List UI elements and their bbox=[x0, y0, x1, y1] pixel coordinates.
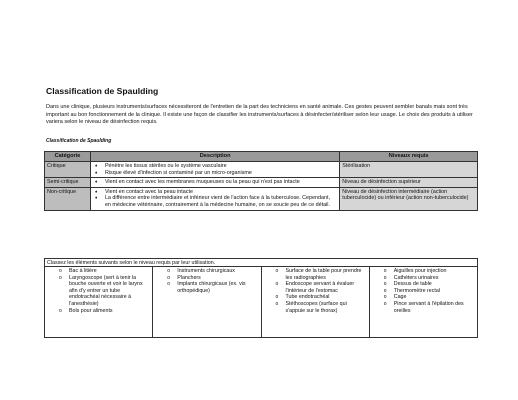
description-item: ♦ Vient en contact avec les membranes muqueuses ou la peau qui n'est pas intacte bbox=[93, 179, 337, 186]
page-title: Classification de Spaulding bbox=[46, 86, 159, 96]
exercise-column-4 bbox=[370, 267, 477, 338]
table-row bbox=[45, 187, 478, 210]
list-item: o Surface de la table pour prendre les radiographies bbox=[264, 268, 367, 281]
list-item: o Planchers bbox=[155, 275, 258, 282]
list-item: o Endoscope servant à évaluer l'intérieur de l'estomac bbox=[264, 281, 367, 294]
list-item: o Tube endotrachéal bbox=[264, 294, 367, 301]
list-item: o Cathéters urinaires bbox=[372, 275, 475, 282]
list-item: o Pince servant à l'épilation des oreilles bbox=[372, 301, 475, 314]
description-item: ♦ Risque élevé d'infection si contaminé par un micro-organisme bbox=[93, 170, 337, 177]
exercise-column-3 bbox=[262, 267, 370, 338]
row-description bbox=[90, 161, 339, 177]
list-item: o Laryngoscope (sert à tenir la bouche ouverte et voir le larynx afin d'y entrer un tube endotrachéal nécessaire à l'anesthésie) bbox=[47, 275, 150, 308]
header-category: Catégorie bbox=[45, 152, 91, 162]
list-item: o Dessus de table bbox=[372, 281, 475, 288]
table-caption: Classification de Spaulding bbox=[46, 138, 112, 144]
list-item: o Implants chirurgicaux (ex. vis orthopédique) bbox=[155, 281, 258, 294]
spaulding-table bbox=[44, 151, 478, 211]
table-row bbox=[45, 161, 478, 177]
row-category: Non-critique bbox=[45, 187, 91, 210]
row-category: Semi-critique bbox=[45, 178, 91, 188]
row-level: Niveau de désinfection supérieur bbox=[340, 178, 478, 188]
description-item: ♦ La différence entre intermédiaire et inférieur vient de l'action face à la tuberculose. Cependant, en médecine vétérinaire, contrairement à la médecine humaine, on se soucie peu de ce détail. bbox=[93, 195, 337, 208]
list-item: o Bac à litière bbox=[47, 268, 150, 275]
row-category: Critique bbox=[45, 161, 91, 177]
header-level: Niveaux requis bbox=[340, 152, 478, 162]
list-item: o Cage bbox=[372, 294, 475, 301]
exercise-instruction: Classez les éléments suivants selon le niveau requis par leur utilisation. bbox=[45, 259, 477, 267]
list-item: o Instruments chirurgicaux bbox=[155, 268, 258, 275]
table-header-row bbox=[45, 152, 478, 162]
list-item: o Aiguilles pour injection bbox=[372, 268, 475, 275]
description-item: ♦ Vient en contact avec la peau intacte bbox=[93, 189, 337, 196]
row-description bbox=[90, 187, 339, 210]
row-description bbox=[90, 178, 339, 188]
description-item: ♦ Pénètre les tissus stériles ou le système vasculaire bbox=[93, 163, 337, 170]
row-level: Stérilisation bbox=[340, 161, 478, 177]
list-item: o Bols pour aliments bbox=[47, 308, 150, 315]
list-item: o Stéthoscopes (surface qui s'appuie sur le thorax) bbox=[264, 301, 367, 314]
list-item: o Thermomètre rectal bbox=[372, 288, 475, 295]
exercise-column-1 bbox=[45, 267, 153, 338]
table-row bbox=[45, 178, 478, 188]
header-description: Description bbox=[90, 152, 339, 162]
exercise-column-2 bbox=[153, 267, 261, 338]
intro-paragraph: Dans une clinique, plusieurs instruments/surfaces nécessiteront de l'entretien de la part des techniciens en santé animale. Ces gestes peuvent sembler banals mais sont très important au bon fonctionnement de la clinique. Il existe une façon de classifier les instruments/surfaces à désinfecter/stériliser selon leur usage. Le choix des produits à utiliser variera selon le niveau de désinfection requis. bbox=[46, 104, 473, 126]
exercise-box bbox=[44, 258, 478, 338]
row-level: Niveau de désinfection intermédiaire (action tuberculocide) ou inférieur (action non-tuberculocide) bbox=[340, 187, 478, 210]
